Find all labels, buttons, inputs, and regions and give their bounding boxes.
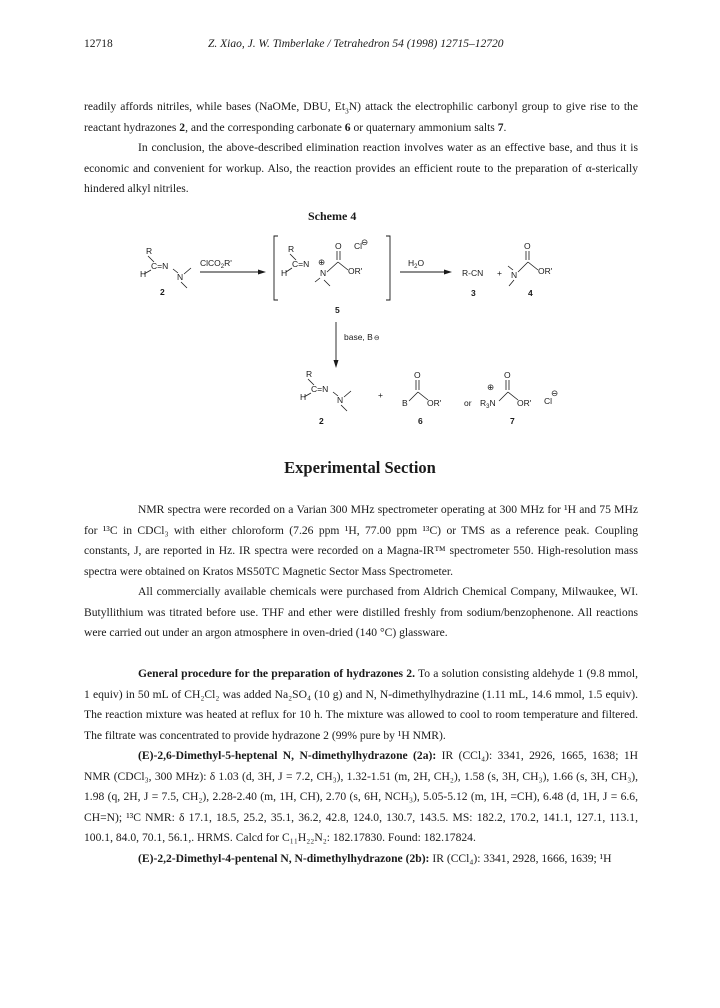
- svg-text:R: R: [146, 246, 153, 256]
- general-procedure: General procedure for the preparation of hydrazones 2. To a solution consisting aldehyde 1 (9.8 mmol, 1 equiv) in 50 mL of CH₂Cl₂ was added Na₂SO₄ (10 g) and N, N-dimethylhydrazine (1.11 mL, 14.6 mmol, 1.5 equiv). The reaction mixture was heated at reflux for 10 h. The mixture was allowed to cool to room temperature and filtered. The filtrate was concentrated to provide hydrazone 2 (99% pure by ¹H NMR).: [84, 667, 639, 742]
- svg-text:4: 4: [528, 288, 533, 298]
- svg-text:⊖: ⊖: [551, 388, 559, 398]
- svg-text:H: H: [281, 268, 288, 278]
- svg-text:+: +: [497, 268, 502, 278]
- intermediate-5: [274, 236, 390, 315]
- svg-text:⊕: ⊕: [487, 382, 495, 392]
- svg-text:2: 2: [160, 287, 165, 297]
- svg-text:N: N: [177, 272, 184, 282]
- svg-text:2: 2: [319, 416, 324, 426]
- svg-text:C=N: C=N: [292, 259, 310, 269]
- experimental-text: [84, 500, 638, 644]
- section-title: Experimental Section: [284, 458, 436, 477]
- svg-text:Cl: Cl: [354, 241, 363, 251]
- scheme-4-drawing: [60, 210, 660, 460]
- svg-text:5: 5: [335, 305, 340, 315]
- svg-text:Cl: Cl: [544, 396, 553, 406]
- svg-text:N: N: [320, 268, 327, 278]
- procedures-text: [84, 664, 638, 869]
- svg-text:H: H: [300, 392, 307, 402]
- svg-text:N: N: [337, 395, 344, 405]
- svg-text:B: B: [402, 398, 408, 408]
- page-number: 12718: [84, 38, 113, 50]
- nitrile-3: R-CN: [462, 268, 484, 278]
- exp-paragraph-chemicals: All commercially available chemicals were purchased from Aldrich Chemical Company, Milwaukee, WI. Butyllithium was titrated before use. THF and ether were distilled freshly from sodium/benzophenone. All reactions were carried out under an argon atmosphere in oven-dried (140 °C) glassware.: [84, 585, 638, 639]
- svg-text:OR': OR': [538, 266, 553, 276]
- hydrazone-2: [140, 246, 191, 297]
- running-head: Z. Xiao, J. W. Timberlake / Tetrahedron 54 (1998) 12715–12720: [208, 38, 504, 50]
- svg-text:O: O: [504, 370, 511, 380]
- scheme-4: [60, 210, 660, 460]
- svg-text:OR': OR': [517, 398, 532, 408]
- compound-2b: (E)-2,2-Dimethyl-4-pentenal N, N-dimethylhydrazone (2b): IR (CCl₄): 3341, 2928, 1666, 1639; ¹H: [138, 851, 612, 865]
- intro-paragraph-2: In conclusion, the above-described elimination reaction involves water as an effective base, and thus it is economic and convenient for workup. Also, the reaction provides an efficient route to the preparation of α-sterically hindered alkyl nitriles.: [84, 141, 638, 195]
- svg-text:or: or: [464, 398, 472, 408]
- scheme-title: Scheme 4: [308, 210, 357, 223]
- svg-text:O: O: [524, 241, 531, 251]
- svg-text:H: H: [140, 269, 147, 279]
- svg-text:R3N: $R_3N$: [480, 398, 496, 410]
- svg-text:⊖: ⊖: [361, 237, 369, 247]
- ammonium-salt-7: [480, 370, 558, 426]
- svg-text:⊕: ⊕: [318, 257, 326, 267]
- carbonate-6: [402, 370, 442, 426]
- compound-2a: (E)-2,6-Dimethyl-5-heptenal N, N-dimethylhydrazone (2a): IR (CCl₄): 3341, 2926, 1665, 1638; 1H NMR (CDCl₃, 300 MHz): δ 1.03 (d, 3H, J = 7.2, CH₃), 1.32-1.51 (m, 2H, CH₂), 1.58 (s, 3H, CH₃), 1.66 (s, 3H, CH₃), 1.98 (q, 2H, J = 7.5, CH₂), 2.28-2.40 (m, 1H, CH), 2.70 (s, 6H, NCH₃), 5.05-5.12 (m, 1H, =CH), 6.48 (d, 1H, J = 6.6, CH=N); ¹³C NMR: δ 17.1, 18.5, 25.2, 35.1, 36.2, 42.8, 124.0, 130.7, 143.5. MS: 182.2, 170.2, 141.1, 127.1, 113.1, 100.1, 84.0, 70.1, 56.1,. HRMS. Calcd for C₁₁H₂₂N₂: 182.17830. Found: 182.17824.: [84, 749, 639, 844]
- page-header: [84, 38, 636, 54]
- reagent-base: base, B⊖: [344, 332, 380, 342]
- intro-paragraph-1: readily affords nitriles, while bases (NaOMe, DBU, $Et_3N$) attack the electrophilic carbonyl group to give rise to the reactant hydrazones 2, and the corresponding carbonate 6 or quaternary ammonium salts 7.: [84, 100, 638, 134]
- svg-text:R: R: [288, 244, 295, 254]
- svg-text:+: +: [378, 390, 383, 400]
- svg-text:R: R: [306, 369, 313, 379]
- svg-text:O: O: [335, 241, 342, 251]
- svg-text:N: N: [511, 270, 518, 280]
- svg-text:C=N: C=N: [151, 261, 169, 271]
- svg-text:7: 7: [510, 416, 515, 426]
- svg-text:C=N: C=N: [311, 384, 329, 394]
- exp-paragraph-nmr: NMR spectra were recorded on a Varian 300 MHz spectrometer operating at 300 MHz for ¹H and 75 MHz for ¹³C in CDCl₃ with either chloroform (7.26 ppm ¹H, 77.00 ppm ¹³C) or TMS as a reference peak. Coupling constants, J, are reported in Hz. IR spectra were recorded on a Magna-IR™ spectrometer 550. High-resolution mass spectra were obtained on Kratos MS50TC Magnetic Sector Mass Spectrometer.: [84, 503, 638, 578]
- reagent-water: $H_2O$: [408, 258, 425, 270]
- hydrazone-2-regenerated: [300, 369, 351, 426]
- intro-text: [84, 97, 638, 200]
- svg-text:O: O: [414, 370, 421, 380]
- svg-text:6: 6: [418, 416, 423, 426]
- svg-text:OR': OR': [348, 266, 363, 276]
- svg-text:OR': OR': [427, 398, 442, 408]
- svg-text:3: 3: [471, 288, 476, 298]
- reagent-chloroformate: ClCO$_2$R': [200, 258, 232, 270]
- carbamate-4: [508, 241, 553, 298]
